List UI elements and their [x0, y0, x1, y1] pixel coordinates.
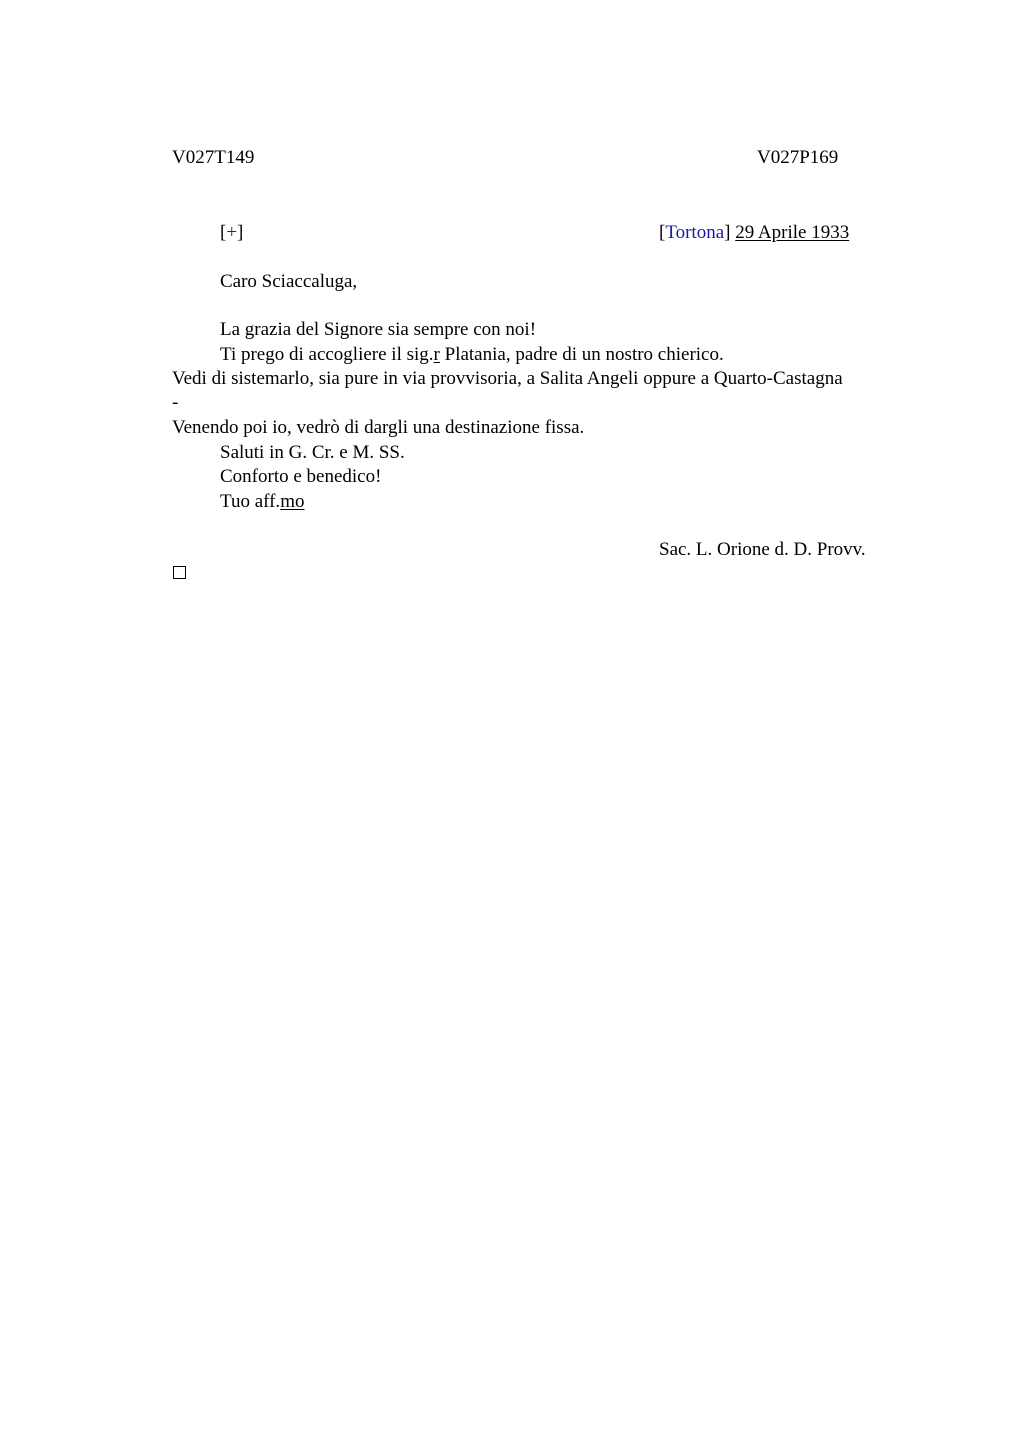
letter-date: 29 Aprile 1933: [735, 222, 850, 243]
document-code-left: V027T149: [172, 147, 255, 168]
place-bracket-open: [: [659, 222, 666, 243]
body-line-2-abbrev: r: [433, 344, 440, 365]
body-line-2-start: Ti prego di accogliere il sig.: [220, 344, 434, 365]
body-line-1: La grazia del Signore sia sempre con noi!: [220, 319, 537, 340]
body-line-6: Conforto e benedico!: [220, 466, 382, 487]
cross-marker: [220, 221, 243, 245]
closing: [220, 490, 304, 514]
body-line-3-dash: -: [172, 392, 179, 413]
place-date-line: [659, 221, 849, 245]
closing-text: Tuo aff.: [220, 491, 281, 512]
body-line-2-end: Platania, padre di un nostro chierico.: [439, 344, 724, 365]
bracket-open: [: [220, 222, 227, 243]
closing-abbrev: mo: [280, 491, 305, 512]
salutation: Caro Sciaccaluga,: [220, 271, 358, 292]
end-marker-box-icon: [173, 566, 186, 579]
body-line-4: Venendo poi io, vedrò di dargli una destinazione fissa.: [172, 417, 585, 438]
body-line-2: [220, 343, 724, 367]
body-line-3: Vedi di sistemarlo, sia pure in via provvisoria, a Salita Angeli oppure a Quarto-Castagna: [172, 368, 843, 389]
document-code-right: V027P169: [757, 147, 839, 168]
cross-link[interactable]: +: [226, 222, 238, 243]
body-line-5: Saluti in G. Cr. e M. SS.: [220, 442, 405, 463]
signature: Sac. L. Orione d. D. Provv.: [659, 539, 866, 560]
place-bracket-close: ]: [724, 222, 731, 243]
place-link[interactable]: Tortona: [665, 222, 725, 243]
bracket-close: ]: [237, 222, 244, 243]
